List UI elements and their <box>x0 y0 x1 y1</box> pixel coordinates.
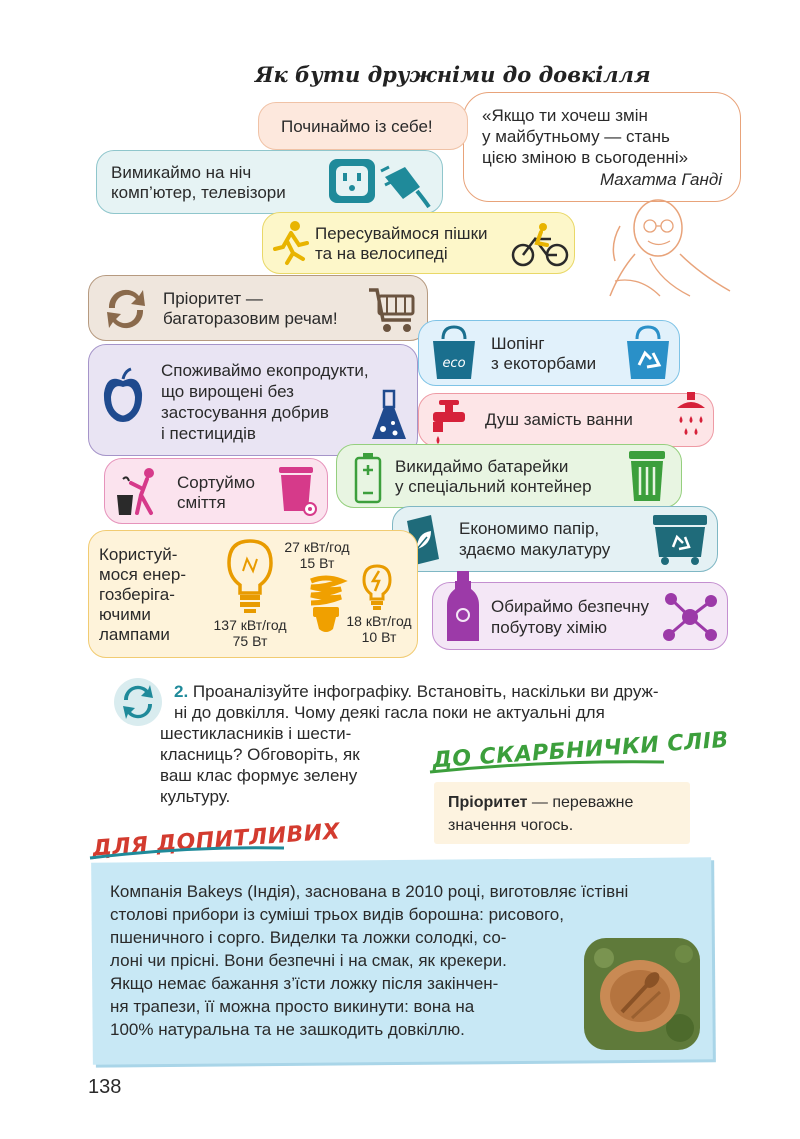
card-lamps-line-5: лампами <box>99 625 170 644</box>
card-paper <box>392 506 718 572</box>
quote-bubble <box>463 92 741 202</box>
molecule-icon <box>659 587 721 647</box>
card-lamps-line-4: ючими <box>99 605 151 624</box>
curious-line-4: лоні чи прісні. Вони безпечні і на смак, як крекери. <box>110 951 507 970</box>
lamp-2-energy: 27 кВт/год <box>284 539 350 555</box>
lamp-3-power: 10 Вт <box>361 629 397 645</box>
eco-bag-icon <box>429 325 479 381</box>
card-walk-line-2: та на велосипеді <box>315 244 448 263</box>
curious-line-1: Компанія Bakeys (Індія), заснована в 2010 році, виготовляє їстівні <box>110 882 629 901</box>
recycle-bag-icon <box>623 325 673 381</box>
page-title: Як бути дружніми до довкілля <box>255 62 651 87</box>
card-walk <box>262 212 575 274</box>
curious-line-6: ня трапези, її можна просто викинути: вона на <box>110 997 475 1016</box>
battery-bin-icon <box>627 449 667 503</box>
glossary-term: Пріоритет <box>448 794 528 811</box>
card-lamps <box>88 530 418 658</box>
lamp-1-power: 75 Вт <box>232 633 268 649</box>
curious-underline <box>88 846 288 860</box>
lamp-2-power: 15 Вт <box>299 555 335 571</box>
card-battery-line-1: Викидаймо батарейки <box>395 457 569 476</box>
card-reuse-line-1: Пріоритет — <box>163 289 263 308</box>
quote-line-2: у майбутньому — стань <box>482 127 670 146</box>
glossary-definition-line-2: значення чогось. <box>448 817 574 834</box>
apple-icon <box>101 367 145 425</box>
task-line-2: ні до довкілля. Чому деякі гасла поки не актуальні для <box>174 703 605 722</box>
card-start-text: Починаймо із себе! <box>281 117 433 136</box>
card-chemistry <box>432 582 728 650</box>
card-shower <box>418 393 714 447</box>
card-eco-line-1: Споживаймо екопродукти, <box>161 361 369 380</box>
card-computer <box>96 150 443 214</box>
quote-line-1: «Якщо ти хочеш змін <box>482 106 648 125</box>
glossary-underline <box>428 760 668 774</box>
shopping-cart-icon <box>367 284 419 336</box>
gandhi-portrait-icon <box>590 196 750 306</box>
recycling-container-icon <box>651 513 709 565</box>
page-number: 138 <box>88 1076 122 1098</box>
card-paper-line-1: Економимо папір, <box>459 519 600 538</box>
glossary-header: ДО СКАРБНИЧКИ СЛІВ <box>431 727 730 774</box>
discussion-cycle-icon <box>112 676 164 728</box>
wheelie-bin-icon <box>275 463 321 519</box>
card-shower-text: Душ замість ванни <box>485 410 633 429</box>
power-socket-icon <box>325 157 435 209</box>
card-chem-line-1: Обираймо безпечну <box>491 597 649 616</box>
card-battery <box>336 444 682 508</box>
task-line-4: класниць? Обговоріть, як <box>160 745 360 764</box>
card-shop-line-1: Шопінг <box>491 334 545 353</box>
card-reuse <box>88 275 428 341</box>
card-paper-line-2: здаємо макулатуру <box>459 540 611 559</box>
running-person-icon <box>269 219 311 267</box>
curious-line-2: столові прибори із суміші трьох видів борошна: рисового, <box>110 905 564 924</box>
card-computer-line-2: комп’ютер, телевізори <box>111 183 286 202</box>
glossary-box <box>434 782 690 844</box>
quote-author: Махатма Ганді <box>599 170 722 189</box>
card-eco-line-2: що вирощені без <box>161 382 294 401</box>
battery-icon <box>353 451 383 505</box>
task-line-1: Проаналізуйте інфографіку. Встановіть, наскільки ви друж- <box>192 682 659 701</box>
card-sort-line-2: сміття <box>177 493 226 512</box>
card-walk-line-1: Пересуваймося пішки <box>315 224 488 243</box>
chemical-flask-icon <box>369 389 409 445</box>
card-shop-line-2: з екоторбами <box>491 354 597 373</box>
bicycle-icon <box>511 223 571 269</box>
card-eco-line-3: застосування добрив <box>161 403 329 422</box>
card-lamps-line-3: гозберіга- <box>99 585 175 604</box>
incandescent-bulb-icon <box>225 537 275 615</box>
curious-line-3: пшеничного і сорго. Виделки та ложки солодкі, со- <box>110 928 507 947</box>
card-reuse-line-2: багаторазовим речам! <box>163 309 338 328</box>
detergent-bottle-icon <box>443 569 483 647</box>
curious-line-7: 100% натуральна та не зашкодить довкіллю. <box>110 1020 465 1039</box>
water-tap-icon <box>429 398 473 446</box>
card-computer-line-1: Вимикаймо на ніч <box>111 163 252 182</box>
lamp-1-energy: 137 кВт/год <box>213 617 287 633</box>
card-chem-line-2: побутову хімію <box>491 618 607 637</box>
recycle-arrows-icon <box>101 284 151 334</box>
card-shopping <box>418 320 680 386</box>
card-eco-products <box>88 344 418 456</box>
curious-line-5: Якщо немає бажання з’їсти ложку після закінчен- <box>110 974 499 993</box>
card-lamps-line-2: мося енер- <box>99 565 186 584</box>
card-sort <box>104 458 328 524</box>
task-number: 2. <box>174 682 189 701</box>
edible-plate-photo <box>584 938 700 1050</box>
shower-head-icon <box>671 390 711 444</box>
card-sort-line-1: Сортуймо <box>177 473 255 492</box>
curious-header: ДЛЯ ДОПИТЛИВИХ <box>91 819 341 862</box>
eco-bag-label: eco <box>442 356 466 371</box>
card-eco-line-4: і пестицидів <box>161 424 256 443</box>
trash-sorting-person-icon <box>113 465 161 519</box>
card-lamps-line-1: Користуй- <box>99 545 178 564</box>
lamp-3-energy: 18 кВт/год <box>346 613 412 629</box>
led-bulb-icon <box>361 563 393 613</box>
quote-line-3: цією зміною в сьогоденні» <box>482 148 689 167</box>
card-start <box>258 102 468 150</box>
card-battery-line-2: у спеціальний контейнер <box>395 477 592 496</box>
glossary-definition: — переважне <box>527 794 634 811</box>
task-line-6: культуру. <box>160 787 231 806</box>
task-line-3: шестикласників і шести- <box>160 724 352 743</box>
task-line-5: ваш клас формує зелену <box>160 766 358 785</box>
